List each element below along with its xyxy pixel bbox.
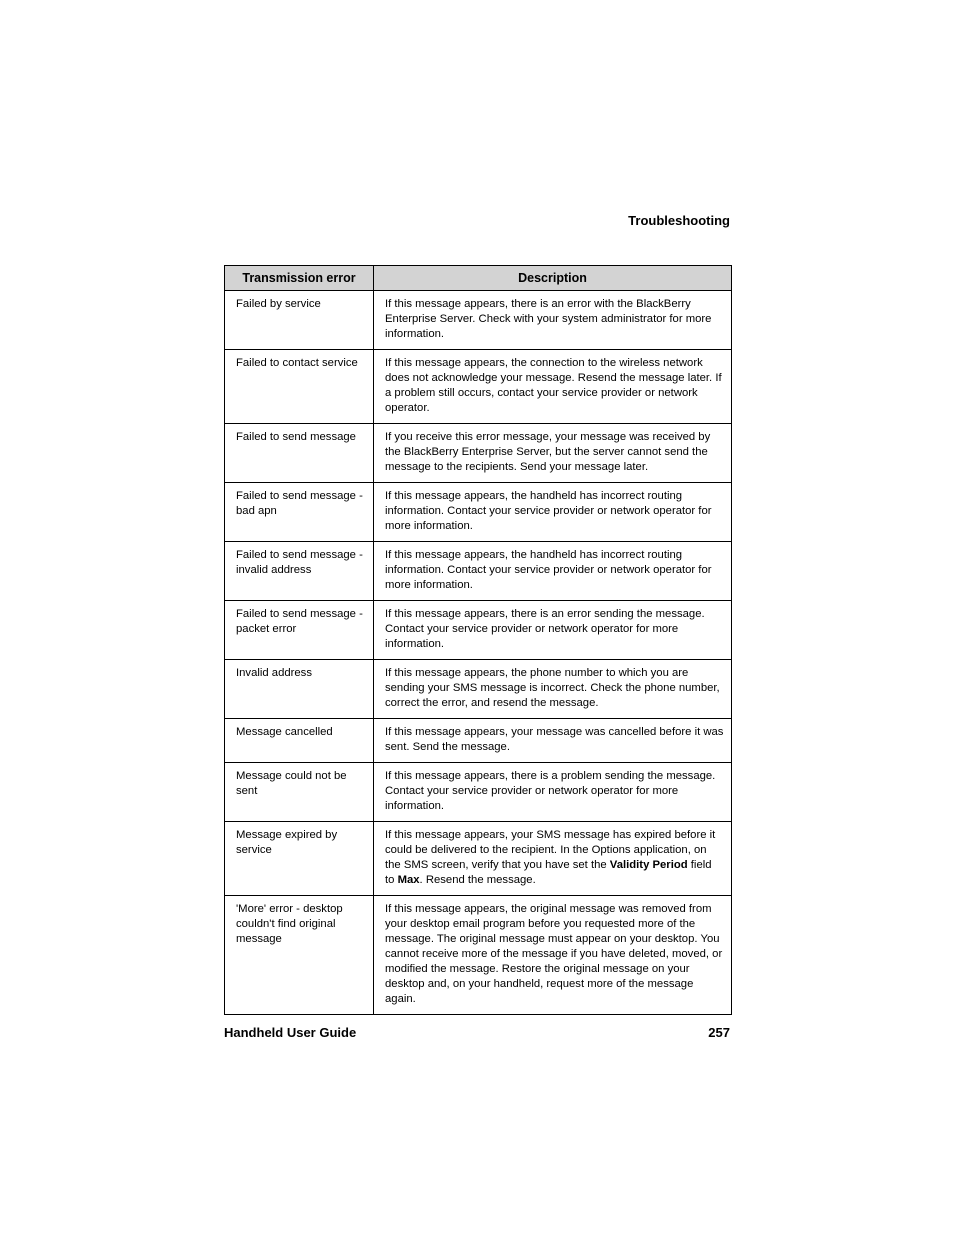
description-emphasis: Max [397, 874, 420, 886]
description-text: If this message appears, the connection to the wireless network does not acknowledge your message. Resend the message later. If a problem still occurs, contact your service provider or network operator. [385, 357, 722, 414]
running-header: Troubleshooting [628, 213, 730, 228]
error-name-cell: Message expired by service [225, 822, 374, 896]
description-cell [374, 660, 732, 719]
table-row [225, 822, 732, 896]
table-row [225, 483, 732, 542]
page-number: 257 [708, 1025, 730, 1040]
description-text: If this message appears, there is an error with the BlackBerry Enterprise Server. Check with your system administrator for more information. [385, 298, 712, 340]
description-cell [374, 601, 732, 660]
description-cell [374, 350, 732, 424]
error-name-cell: Failed to send message - bad apn [225, 483, 374, 542]
description-cell [374, 424, 732, 483]
error-name-cell: Failed to send message - invalid address [225, 542, 374, 601]
table-row [225, 896, 732, 1015]
description-text: If this message appears, your message was cancelled before it was sent. Send the message. [385, 726, 724, 753]
description-cell [374, 896, 732, 1015]
description-cell [374, 291, 732, 350]
table-row [225, 291, 732, 350]
description-text: If this message appears, your SMS message has expired before it could be delivered to the recipient. In the Options application, on the SMS screen, verify that you have set the [385, 829, 716, 871]
table-row [225, 601, 732, 660]
description-text: If this message appears, there is a problem sending the message. Contact your service provider or network operator for more information. [385, 770, 716, 812]
description-text: field to [385, 859, 712, 886]
description-text: . Resend the message. [419, 874, 536, 886]
transmission-error-table [224, 265, 732, 1015]
description-cell [374, 542, 732, 601]
error-name-cell: Invalid address [225, 660, 374, 719]
description-text: If this message appears, there is an error sending the message. Contact your service provider or network operator for more information. [385, 608, 705, 650]
error-name-cell: Failed to send message [225, 424, 374, 483]
column-header-description: Description [374, 266, 732, 291]
table-body [225, 291, 732, 1015]
description-text: If this message appears, the handheld has incorrect routing information. Contact your service provider or network operator for more information. [385, 490, 712, 532]
error-name-cell: 'More' error - desktop couldn't find original message [225, 896, 374, 1015]
description-cell [374, 719, 732, 763]
table-header-row [225, 266, 732, 291]
description-cell [374, 483, 732, 542]
description-cell [374, 763, 732, 822]
table-row [225, 424, 732, 483]
error-name-cell: Failed to send message - packet error [225, 601, 374, 660]
column-header-error: Transmission error [225, 266, 374, 291]
description-emphasis: Validity Period [609, 859, 688, 871]
description-text: If this message appears, the original message was removed from your desktop email program before you requested more of the message. The original message must appear on your desktop. You cannot receive more of the message if you have deleted, moved, or modified the message. Restore the original message on your desktop and, on your handheld, request more of the message again. [385, 903, 723, 1005]
error-name-cell: Message cancelled [225, 719, 374, 763]
table-row [225, 660, 732, 719]
description-text: If this message appears, the phone number to which you are sending your SMS message is incorrect. Check the phone number, correct the error, and resend the message. [385, 667, 720, 709]
description-cell [374, 822, 732, 896]
description-text: If you receive this error message, your message was received by the BlackBerry Enterprise Server, but the server cannot send the message to the recipients. Send your message later. [385, 431, 711, 473]
error-name-cell: Failed to contact service [225, 350, 374, 424]
footer-guide-title: Handheld User Guide [224, 1025, 357, 1040]
table-row [225, 763, 732, 822]
table-row [225, 542, 732, 601]
error-name-cell: Failed by service [225, 291, 374, 350]
description-text: If this message appears, the handheld has incorrect routing information. Contact your service provider or network operator for more information. [385, 549, 712, 591]
transmission-error-table-container [224, 265, 731, 1015]
table-row [225, 350, 732, 424]
error-name-cell: Message could not be sent [225, 763, 374, 822]
table-row [225, 719, 732, 763]
